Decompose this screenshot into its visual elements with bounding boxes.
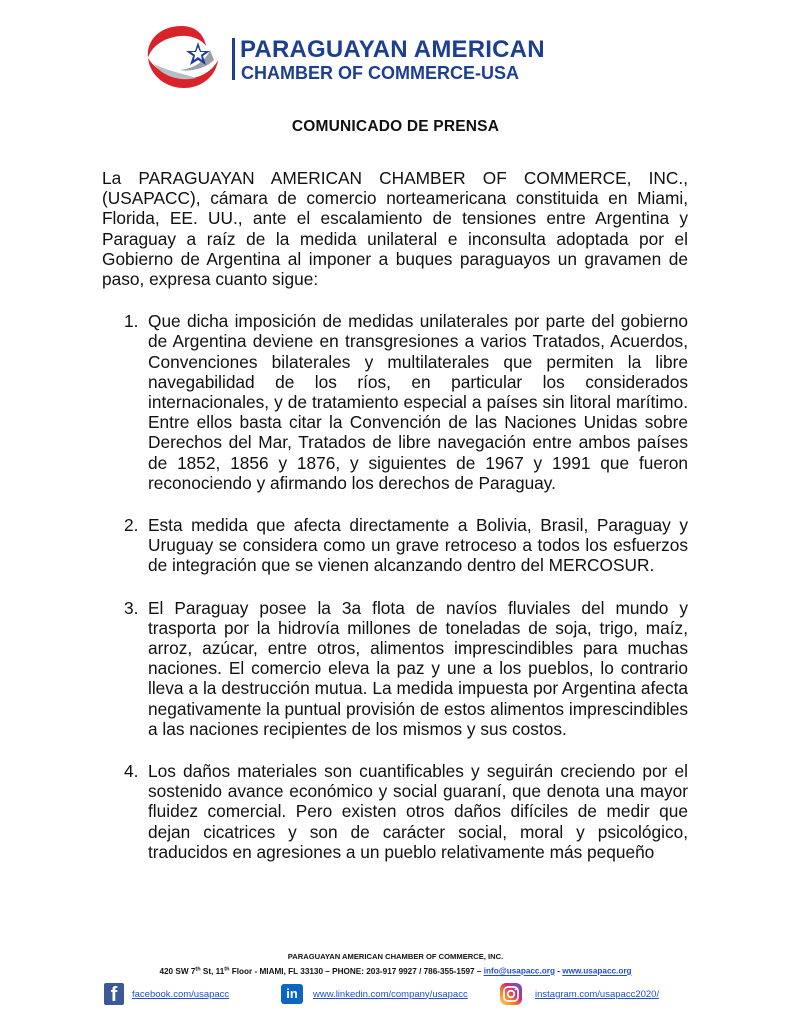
list-item-number: 1. — [124, 311, 139, 332]
list-item-number: 4. — [124, 761, 139, 782]
document-body — [102, 168, 688, 884]
page-title: COMUNICADO DE PRENSA — [291, 118, 500, 135]
instagram-link[interactable]: instagram.com/usapacc2020/ — [535, 988, 660, 1000]
list-item — [102, 598, 688, 739]
linkedin-link[interactable]: www.linkedin.com/company/usapacc — [313, 988, 468, 1000]
footer-address: 420 SW 7th St, 11th Floor - MIAMI, FL 33130 – PHONE: 203-917 9927 / 786-355-1597 – — [159, 966, 484, 976]
facebook-icon: f — [104, 983, 124, 1005]
list-item-number: 3. — [124, 597, 139, 618]
list-item — [102, 761, 688, 862]
instagram-icon — [499, 982, 523, 1006]
footer-contact — [0, 966, 791, 976]
instagram-social — [499, 980, 659, 1008]
footer-separator: - — [554, 966, 563, 976]
chamber-logo-icon — [140, 20, 224, 94]
list-item-text: Que dicha imposición de medidas unilaterales por parte del gobierno de Argentina deviene en transgresiones a varios Tratados, Acuerdos, Convenciones bilaterales y multilaterales que permiten la libre navegabilidad de los ríos, en particular los considerados internacionales, y de tratamiento especial a países sin litoral marítimo. Entre ellos basta citar la Convención de las Naciones Unidas sobre Derechos del Mar, Tratados de libre navegación entre ambos países de 1852, 1856 y 1876, y siguientes de 1967 y 1991 que fueron reconociendo y afirmando los derechos de Paraguay. — [148, 311, 688, 493]
website-link[interactable]: www.usapacc.org — [562, 966, 632, 976]
list-item-text: El Paraguay posee la 3a flota de navíos fluviales del mundo y trasporta por la hidrovía millones de toneladas de soja, trigo, maíz, arroz, azúcar, entre otros, alimentos imprescindibles para muchas naciones. El comercio eleva la paz y une a los pueblos, lo contrario lleva a la destrucción mutua. La medida impuesta por Argentina afecta negativamente la puntual provisión de estos alimentos imprescindibles a las naciones recipientes de los mismos y sus costos. — [148, 597, 688, 739]
org-name-line2: CHAMBER OF COMMERCE-USA — [241, 63, 519, 83]
points-list — [102, 311, 688, 862]
facebook-social — [104, 980, 229, 1008]
footer-org-name: PARAGUAYAN AMERICAN CHAMBER OF COMMERCE, INC. — [287, 952, 504, 961]
intro-paragraph: La PARAGUAYAN AMERICAN CHAMBER OF COMMERCE, INC., (USAPACC), cámara de comercio norteamericana constituida en Miami, Florida, EE. UU., ante el escalamiento de tensiones entre Argentina y Paraguay a raíz de la medida unilateral e inconsulta adoptada por el Gobierno de Argentina al imponer a buques paraguayos un gravamen de paso, expresa cuanto sigue: — [102, 168, 688, 290]
list-item-text: Esta medida que afecta directamente a Bolivia, Brasil, Paraguay y Uruguay se considera como un grave retroceso a todos los esfuerzos de integración que se vienen alcanzando dentro del MERCOSUR. — [148, 515, 688, 576]
facebook-link[interactable]: facebook.com/usapacc — [132, 988, 230, 1000]
list-item-text: Los daños materiales son cuantificables y seguirán creciendo por el sostenido avance económico y social guaraní, que denota una mayor fluidez comercial. Pero existen otros daños difíciles de medir que dejan cicatrices y son de carácter social, moral y psicológico, traducidos en agresiones a un pueblo relativamente más pequeño — [148, 761, 688, 862]
letterhead — [140, 18, 660, 98]
email-link[interactable]: info@usapacc.org — [483, 966, 555, 976]
list-item — [102, 311, 688, 493]
list-item-number: 2. — [124, 515, 139, 536]
linkedin-social — [281, 980, 468, 1008]
logo-divider — [232, 38, 235, 80]
list-item — [102, 515, 688, 576]
org-name-line1: PARAGUAYAN AMERICAN — [240, 36, 545, 63]
linkedin-icon: in — [281, 984, 303, 1004]
